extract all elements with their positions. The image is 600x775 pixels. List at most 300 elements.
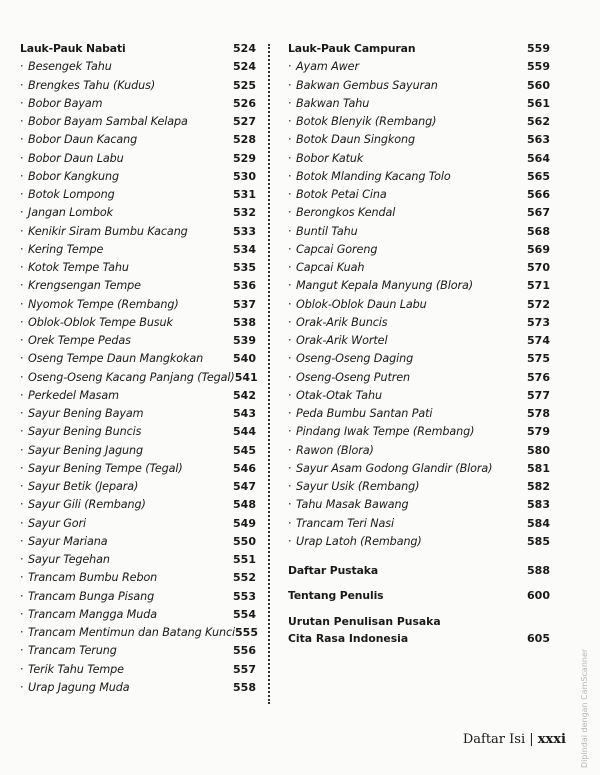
entry-title-text: Kering Tempe [28,242,104,256]
entry-page: 573 [527,315,550,329]
entry-page: 579 [527,425,550,439]
toc-section-header [20,40,256,58]
bullet-icon [288,77,296,95]
toc-entry [20,369,256,387]
entry-title-text: Orak-Arik Wortel [296,334,388,347]
entry-title [20,95,102,113]
toc-entry [20,533,256,551]
entry-page: 582 [527,480,550,493]
entry-title-text: Capcai Kuah [296,261,365,274]
entry-page: 565 [527,169,550,183]
bullet-icon [288,496,296,514]
bullet-icon [20,661,28,679]
bullet-icon [288,332,296,350]
entry-page: 533 [233,224,256,238]
entry-title-text: Botok Lompong [28,188,115,201]
toc-entry [20,606,256,624]
entry-title-text: Orak-Arik Buncis [296,315,388,329]
toc-entry [288,387,550,405]
bullet-icon [288,223,296,241]
toc-entry [20,296,256,314]
bullet-icon [20,314,28,332]
entry-page: 536 [233,279,256,293]
bullet-icon [20,186,28,204]
column-divider [268,44,270,704]
entry-title-text: Oseng-Oseng Kacang Panjang (Tegal) [28,370,235,384]
entry-page: 559 [527,60,550,74]
bullet-icon [288,515,296,533]
scanner-watermark [578,600,594,770]
entry-page: 543 [233,407,256,420]
entry-title-text: Terik Tahu Tempe [28,662,124,676]
toc-left-column [20,40,256,697]
entry-page: 524 [233,60,256,74]
page-footer [463,732,566,747]
entry-title-text: Perkedel Masam [28,388,119,402]
entry-title [288,515,394,533]
toc-entry [288,533,550,551]
entry-title [288,77,438,95]
bullet-icon [20,58,28,76]
footer-label: Daftar Isi [462,732,526,747]
entry-page: 528 [233,133,256,147]
entry-page: 549 [233,516,256,530]
toc-entry [288,113,550,131]
bullet-icon [20,423,28,441]
toc-entry [20,387,256,405]
entry-title: Daftar Pustaka [288,564,379,577]
bullet-icon [288,369,296,387]
bullet-icon [20,95,28,113]
toc-entry [20,113,256,131]
entry-page: 605 [527,632,550,645]
entry-title-text: Jangan Lombok [28,206,113,220]
toc-entry [288,186,550,204]
bullet-icon [20,296,28,314]
entry-page: 537 [233,297,256,311]
toc-section-header [288,40,550,58]
toc-entry [20,150,256,168]
entry-title [288,405,432,423]
entry-page: 540 [233,352,256,366]
entry-title [20,642,117,660]
entry-page: 538 [233,315,256,329]
bullet-icon [288,131,296,149]
entry-title [288,533,422,551]
entry-title-text: Sayur Gori [28,516,87,530]
toc-entry-daftar-pustaka [288,560,550,581]
entry-page: 535 [233,261,256,274]
entry-title-text: Sayur Asam Godong Glandir (Blora) [296,461,493,475]
entry-page: 580 [527,443,550,457]
entry-title [288,387,382,405]
entry-page: 545 [233,443,256,457]
entry-title [20,332,131,350]
toc-entry [20,131,256,149]
entry-title-text: Ayam Awer [296,60,359,74]
toc-entry [288,241,550,259]
bullet-icon [20,387,28,405]
toc-entry [20,259,256,277]
entry-title [288,277,473,295]
toc-entry [20,478,256,496]
bullet-icon [20,259,28,277]
section-title: Lauk-Pauk Nabati [20,42,126,55]
bullet-icon [20,405,28,423]
entry-title-text: Trancam Terung [28,644,117,658]
toc-entry [288,58,550,76]
entry-title [288,332,387,350]
bullet-icon [20,624,28,642]
toc-entry [20,77,256,95]
entry-page: 557 [233,662,256,676]
entry-title [288,423,474,441]
toc-entry [288,204,550,222]
entry-title-text: Oblok-Oblok Daun Labu [296,297,427,311]
entry-title-text: Oblok-Oblok Tempe Busuk [28,315,173,329]
toc-entry [288,314,550,332]
bullet-icon [20,515,28,533]
bullet-icon [20,679,28,697]
toc-entry [20,405,256,423]
section-title: Lauk-Pauk Campuran [288,42,416,55]
entry-title-text: Botok Blenyik (Rembang) [296,115,437,128]
bullet-icon [288,150,296,168]
footer-separator: | [529,732,534,747]
bullet-icon [288,442,296,460]
entry-page: 584 [527,516,550,530]
entry-title-text: Sayur Usik (Rembang) [296,480,420,493]
entry-title [288,113,436,131]
bullet-icon [20,460,28,478]
entry-page: 576 [527,370,550,384]
entry-title-text: Nyomok Tempe (Rembang) [28,297,179,311]
entry-page: 575 [527,352,550,366]
bullet-icon [288,460,296,478]
entry-title [20,551,110,569]
entry-page: 583 [527,498,550,512]
toc-entry [288,223,550,241]
bullet-icon [288,113,296,131]
entry-title-text: Mangut Kepala Manyung (Blora) [296,279,474,293]
entry-title [20,58,112,76]
watermark-text: Dipindai dengan CamScanner [580,648,589,768]
entry-title-text: Capcai Goreng [296,242,378,256]
entry-title [20,624,235,642]
bullet-icon [288,241,296,259]
entry-title-text: Tahu Masak Bawang [296,498,409,512]
entry-title [20,131,137,149]
toc-entry [20,350,256,368]
entry-page: 550 [233,534,256,548]
toc-entry [20,624,256,642]
entry-title [20,442,143,460]
entry-title [288,186,387,204]
entry-page: 529 [233,151,256,165]
entry-page: 569 [527,242,550,256]
bullet-icon [20,350,28,368]
entry-title-text: Oseng-Oseng Putren [296,370,411,384]
toc-entry [288,405,550,423]
entry-title [288,223,358,241]
entry-page: 571 [527,279,550,293]
entry-page: 566 [527,188,550,201]
toc-entry [288,95,550,113]
entry-title [288,314,388,332]
entry-title [20,387,119,405]
entry-title-text: Sayur Betik (Jepara) [28,480,139,493]
entry-title [288,95,369,113]
bullet-icon [20,478,28,496]
footer-page-number: xxxi [537,732,566,747]
toc-right-column [288,40,550,647]
toc-entry [288,168,550,186]
toc-entry [20,95,256,113]
entry-page: 526 [233,96,256,110]
entry-title-text: Sayur Mariana [28,534,108,548]
entry-page: 567 [527,206,550,220]
entry-title-text: Bobor Bayam [28,96,103,110]
toc-entry [288,423,550,441]
toc-entry [20,277,256,295]
section-page: 559 [527,42,550,55]
bullet-icon [20,496,28,514]
entry-title [288,369,410,387]
entry-title-text: Botok Mlanding Kacang Tolo [296,169,451,183]
bullet-icon [20,168,28,186]
bullet-icon [288,277,296,295]
entry-title-text: Sayur Bening Bayam [28,407,144,420]
bullet-icon [288,95,296,113]
bullet-icon [20,131,28,149]
entry-title [20,679,130,697]
bullet-icon [288,478,296,496]
bullet-icon [288,423,296,441]
bullet-icon [20,533,28,551]
entry-title [288,150,363,168]
entry-page: 544 [233,425,256,439]
toc-entry [20,661,256,679]
toc-entry [20,204,256,222]
bullet-icon [20,277,28,295]
entry-page: 546 [233,461,256,475]
toc-entry [20,423,256,441]
entry-title [20,223,188,241]
bullet-icon [20,588,28,606]
entry-page: 585 [527,534,550,548]
entry-page: 531 [233,188,256,201]
entry-title-text: Botok Petai Cina [296,188,387,201]
bullet-icon [20,332,28,350]
entry-title-text: Brengkes Tahu (Kudus) [28,78,156,92]
entry-page: 588 [527,564,550,577]
entry-title [20,405,143,423]
bullet-icon [288,186,296,204]
entry-page: 570 [527,261,550,274]
toc-entry-tentang-penulis [288,585,550,606]
entry-page: 534 [233,242,256,256]
entry-title [20,168,119,186]
toc-entry [20,58,256,76]
entry-title [288,296,427,314]
entry-title [288,241,377,259]
entry-title-text: Sayur Bening Tempe (Tegal) [28,461,183,475]
entry-page: 542 [233,388,256,402]
bullet-icon [20,113,28,131]
section-page: 524 [233,42,256,55]
entry-page: 547 [233,480,256,493]
entry-title [288,442,374,460]
entry-title [288,58,359,76]
bullet-icon [288,314,296,332]
entry-title-text: Peda Bumbu Santan Pati [296,407,433,420]
toc-entry [20,168,256,186]
bullet-icon [20,606,28,624]
bullet-icon [20,442,28,460]
entry-page: 548 [233,498,256,512]
entry-title-text: Pindang Iwak Tempe (Rembang) [296,425,475,439]
entry-page: 562 [527,115,550,128]
toc-entry [288,478,550,496]
toc-entry [20,569,256,587]
bullet-icon [288,533,296,551]
toc-entry [288,460,550,478]
entry-title [20,241,103,259]
entry-page: 532 [233,206,256,220]
toc-entry [20,460,256,478]
entry-page: 530 [233,169,256,183]
entry-title-text: Trancam Mangga Muda [28,607,157,621]
entry-title-text: Trancam Bumbu Rebon [28,571,158,585]
toc-entry [20,314,256,332]
entry-title [288,131,415,149]
entry-page: 525 [233,78,256,92]
bullet-icon [20,642,28,660]
toc-entry [288,131,550,149]
toc-entry [20,496,256,514]
toc-entry [288,496,550,514]
bullet-icon [288,405,296,423]
entry-title-text: Bobor Daun Kacang [28,133,138,147]
entry-title-text: Orek Tempe Pedas [28,334,131,347]
toc-entry [288,277,550,295]
entry-page: 560 [527,78,550,92]
entry-title [20,77,155,95]
bullet-icon [20,241,28,259]
entry-title-text: Trancam Teri Nasi [296,516,395,530]
entry-title [20,606,157,624]
entry-title-text: Oseng-Oseng Daging [296,352,414,366]
entry-title [288,204,395,222]
toc-entry [20,642,256,660]
entry-title [20,661,124,679]
entry-title-text: Kenikir Siram Bumbu Kacang [28,224,188,238]
entry-page: 574 [527,334,550,347]
entry-page: 581 [527,461,550,475]
toc-entry [20,679,256,697]
bullet-icon [288,296,296,314]
toc-entry [288,150,550,168]
entry-title-text: Kotok Tempe Tahu [28,261,129,274]
bullet-icon [288,350,296,368]
toc-entry [20,551,256,569]
entry-title [20,588,154,606]
bullet-icon [20,569,28,587]
toc-entry [20,186,256,204]
toc-entry-urutan [288,613,550,647]
toc-entry [288,369,550,387]
bullet-icon [288,259,296,277]
entry-page: 539 [233,334,256,347]
entry-title [288,350,413,368]
entry-page: 552 [233,571,256,585]
toc-entry [20,223,256,241]
entry-title-line2: Cita Rasa Indonesia [288,632,409,645]
entry-page: 568 [527,224,550,238]
entry-title [20,259,129,277]
entry-title [288,496,409,514]
entry-page: 600 [527,589,550,602]
entry-title [20,496,146,514]
toc-entry [288,350,550,368]
entry-title-text: Bakwan Tahu [296,96,370,110]
entry-title-text: Sayur Bening Jagung [28,443,143,457]
entry-page: 555 [235,626,258,639]
toc-entry [288,515,550,533]
entry-title-text: Sayur Gili (Rembang) [28,498,146,512]
entry-title-text: Buntil Tahu [296,224,358,238]
entry-page: 561 [527,96,550,110]
bullet-icon [288,58,296,76]
entry-title [20,150,124,168]
entry-title [20,533,108,551]
entry-page: 553 [233,589,256,603]
entry-title-text: Bobor Daun Labu [28,151,124,165]
entry-title-text: Bobor Katuk [296,151,364,165]
entry-title-text: Berongkos Kendal [296,206,396,220]
entry-title [20,569,157,587]
toc-entry [20,515,256,533]
bullet-icon [20,77,28,95]
entry-title-text: Bakwan Gembus Sayuran [296,78,438,92]
entry-page: 572 [527,297,550,311]
entry-title [20,515,86,533]
entry-title-text: Bobor Kangkung [28,169,119,183]
bullet-icon [288,168,296,186]
entry-title [288,460,492,478]
entry-title-text: Besengek Tahu [28,60,112,74]
entry-title [20,350,203,368]
entry-title: Tentang Penulis [288,589,384,602]
entry-title-text: Trancam Bunga Pisang [28,589,155,603]
bullet-icon [20,369,28,387]
entry-title [20,369,235,387]
toc-entry [20,332,256,350]
entry-page: 556 [233,644,256,658]
entry-title [288,168,451,186]
entry-page: 558 [233,680,256,694]
entry-title-text: Otak-Otak Tahu [296,388,382,402]
entry-title [20,296,179,314]
entry-page: 554 [233,607,256,621]
entry-title [288,478,419,496]
toc-entry [288,296,550,314]
entry-page: 578 [527,407,550,420]
toc-entry [288,332,550,350]
entry-title [20,423,141,441]
bullet-icon [288,387,296,405]
bullet-icon [20,223,28,241]
